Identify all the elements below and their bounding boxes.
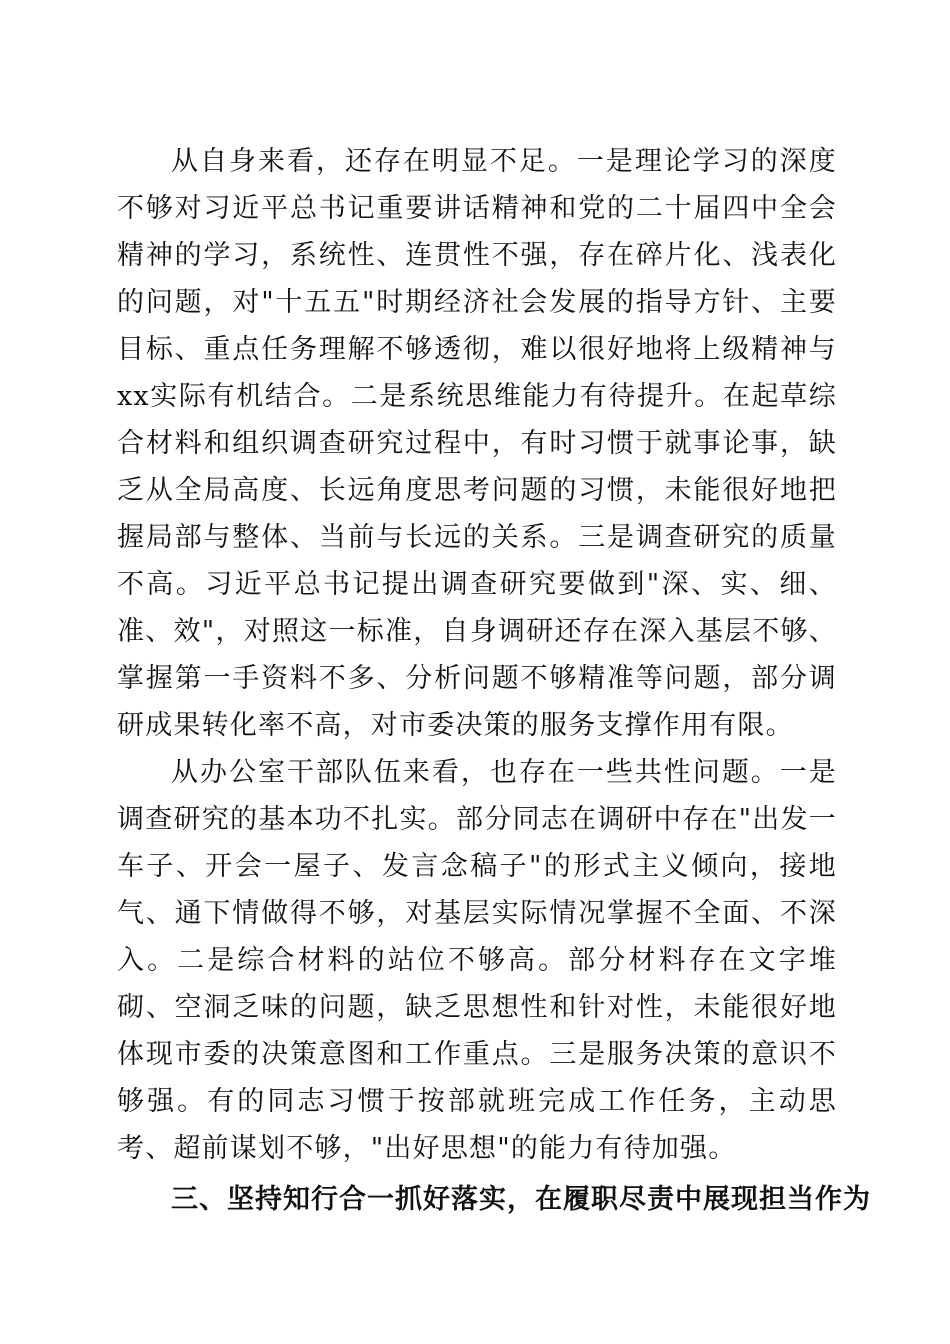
paragraph-team-assessment: 从办公室干部队伍来看，也存在一些共性问题。一是调查研究的基本功不扎实。部分同志在调研中存在"出发一车子、开会一屋子、发言念稿子"的形式主义倾向，接地气、通下情做得不够，对基层实际情况掌握不全面、不深入。二是综合材料的站位不够高。部分材料存在文字堆砌、空洞乏味的问题，缺乏思想性和针对性，未能很好地体现市委的决策意图和工作重点。三是服务决策的意识不够强。有的同志习惯于按部就班完成工作任务，主动思考、超前谋划不够，"出好思想"的能力有待加强。 (117, 757, 837, 1164)
section-heading: 三、坚持知行合一抓好落实，在履职尽责中展现担当作为 (171, 1184, 871, 1215)
paragraph-self-assessment: 从自身来看，还存在明显不足。一是理论学习的深度不够对习近平总书记重要讲话精神和党的二十届四中全会精神的学习，系统性、连贯性不强，存在碎片化、浅表化的问题，对"十五五"时期经济社会发展的指导方针、主要目标、重点任务理解不够透彻，难以很好地将上级精神与xx实际有机结合。二是系统思维能力有待提升。在起草综合材料和组织调查研究过程中，有时习惯于就事论事，缺乏从全局高度、长远角度思考问题的习惯，未能很好地把握局部与整体、当前与长远的关系。三是调查研究的质量不高。习近平总书记提出调查研究要做到"深、实、细、准、效"，对照这一标准，自身调研还存在深入基层不够、掌握第一手资料不多、分析问题不够精准等问题，部分调研成果转化率不高，对市委决策的服务支撑作用有限。 (117, 146, 837, 741)
document-body (117, 138, 871, 1223)
